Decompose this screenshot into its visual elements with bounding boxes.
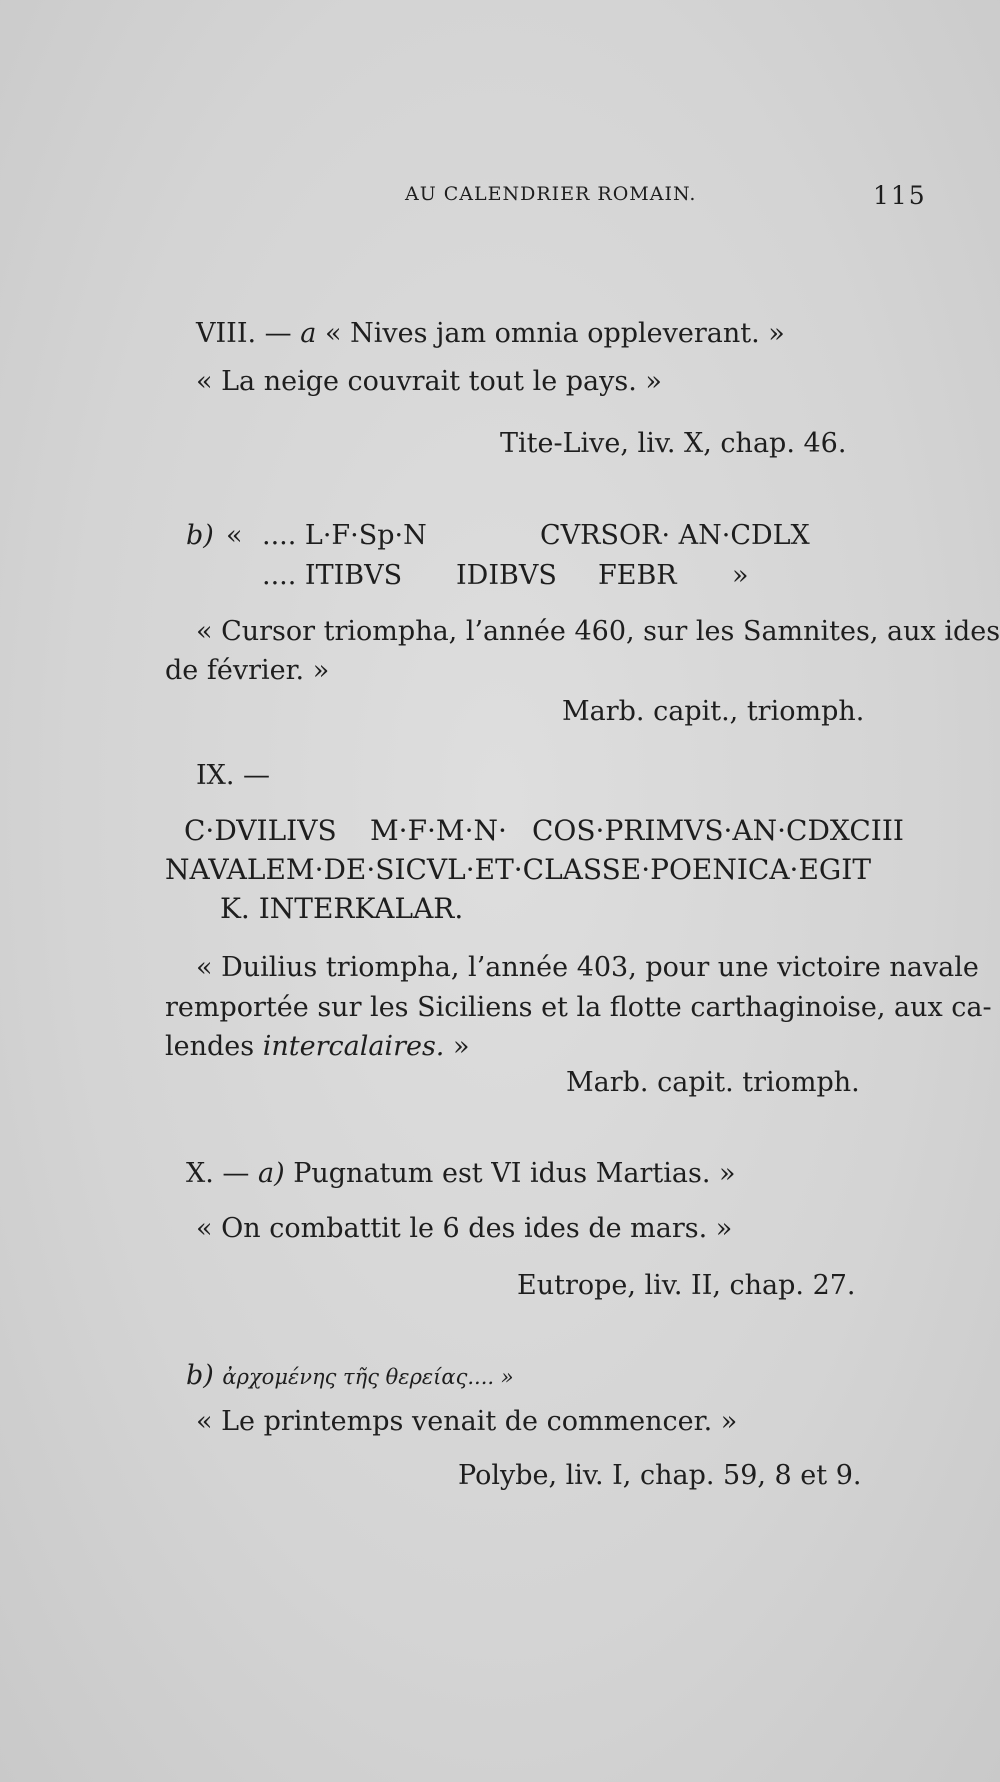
item-mark: a) [257, 1158, 285, 1189]
item-mark: a [300, 318, 317, 349]
page-number: 115 [873, 181, 927, 210]
latin-quote: « Nives jam omnia oppleverant. » [324, 318, 785, 349]
french-translation: « La neige couvrait tout le pays. » [196, 366, 662, 397]
inscription-fragment: CVRSOR· AN·CDLX [540, 520, 810, 551]
inscription-fragment: .... ITIBVS [262, 560, 403, 591]
source-citation: Tite-Live, liv. X, chap. 46. [500, 428, 847, 459]
inscription-line: COS·PRIMVS·AN·CDXCIII [532, 814, 904, 847]
source-citation: Eutrope, liv. II, chap. 27. [517, 1270, 856, 1301]
inscription-fragment: .... L·F·Sp·N [262, 520, 427, 551]
inscription-fragment: IDIBVS [456, 560, 557, 591]
french-translation: lendes intercalaires. » [165, 1031, 470, 1062]
section-x-a [186, 1158, 736, 1190]
greek-quote: ἀρχομένης τῆς θερείας.... » [222, 1365, 514, 1389]
french-translation: « Le printemps venait de commencer. » [196, 1406, 738, 1437]
section-viii-a [196, 318, 785, 350]
french-translation: « On combattit le 6 des ides de mars. » [196, 1213, 733, 1244]
latin-quote: Pugnatum est VI idus Martias. » [293, 1158, 736, 1189]
french-translation: « Duilius triompha, l’année 403, pour une victoire navale [196, 952, 979, 983]
section-label: X. — [186, 1158, 250, 1189]
section-x-b [186, 1360, 514, 1392]
quote-close: » [732, 560, 749, 591]
section-label: VIII. — [196, 318, 292, 349]
source-citation: Polybe, liv. I, chap. 59, 8 et 9. [458, 1460, 862, 1491]
item-mark: b) [186, 520, 214, 551]
inscription-line: K. INTERKALAR. [220, 892, 464, 925]
french-translation: « Cursor triompha, l’année 460, sur les Samnites, aux ides [196, 616, 1000, 647]
source-citation: Marb. capit., triomph. [562, 696, 865, 727]
source-citation: Marb. capit. triomph. [566, 1067, 860, 1098]
section-label: IX. — [196, 760, 271, 791]
inscription-fragment: FEBR [598, 560, 677, 591]
running-title: AU CALENDRIER ROMAIN. [405, 183, 697, 205]
item-mark: b) [186, 1360, 214, 1391]
quote-open: « [226, 520, 243, 551]
inscription-line: NAVALEM·DE·SICVL·ET·CLASSE·POENICA·EGIT [165, 853, 871, 886]
french-translation: remportée sur les Siciliens et la flotte carthaginoise, aux ca- [165, 992, 992, 1023]
inscription-line: C·DVILIVS [184, 814, 337, 847]
french-translation: de février. » [165, 655, 330, 686]
inscription-line: M·F·M·N· [370, 814, 507, 847]
